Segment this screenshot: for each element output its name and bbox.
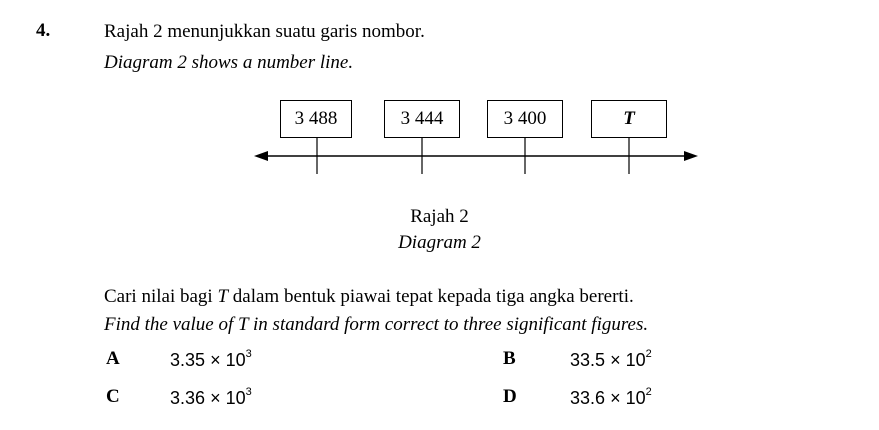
- option-b-base: 10: [625, 350, 646, 370]
- option-c-letter[interactable]: C: [106, 386, 120, 407]
- number-box-2: 3 444: [384, 100, 460, 138]
- option-c-base: 10: [225, 388, 246, 408]
- prompt-english-variable: T: [238, 314, 249, 335]
- times-symbol: ×: [610, 350, 621, 370]
- prompt-malay-prefix: Cari nilai bagi: [104, 286, 218, 307]
- option-d-mantissa: 33.6: [570, 388, 606, 408]
- number-box-3: 3 400: [487, 100, 563, 138]
- prompt-english-prefix: Find the value of: [104, 314, 239, 335]
- option-a-mantissa: 3.35: [170, 350, 206, 370]
- option-d-letter[interactable]: D: [503, 386, 517, 407]
- prompt-english-suffix: in standard form correct to three significant figures.: [248, 314, 649, 335]
- option-c-mantissa: 3.36: [170, 388, 206, 408]
- option-d-exponent: 2: [645, 386, 652, 398]
- option-b-exponent: 2: [645, 348, 652, 360]
- option-a-value[interactable]: [170, 350, 252, 371]
- prompt-malay-suffix: dalam bentuk piawai tepat kepada tiga angka bererti.: [228, 286, 634, 307]
- diagram-caption-english: Diagram 2: [398, 232, 481, 253]
- left-arrow-icon: [254, 151, 268, 161]
- option-a-letter[interactable]: A: [106, 348, 120, 369]
- option-a-exponent: 3: [245, 348, 252, 360]
- option-b-mantissa: 33.5: [570, 350, 606, 370]
- diagram-caption-malay: Rajah 2: [410, 206, 469, 227]
- question-text-malay: Rajah 2 menunjukkan suatu garis nombor.: [104, 21, 425, 42]
- option-d-base: 10: [625, 388, 646, 408]
- prompt-malay-variable: T: [217, 286, 229, 307]
- question-text-english: Diagram 2 shows a number line.: [104, 52, 354, 73]
- prompt-malay: [104, 286, 634, 308]
- option-c-value[interactable]: [170, 388, 252, 409]
- prompt-english: [104, 314, 648, 336]
- times-symbol: ×: [210, 388, 221, 408]
- option-c-exponent: 3: [245, 386, 252, 398]
- times-symbol: ×: [210, 350, 221, 370]
- number-box-unknown: T: [591, 100, 667, 138]
- option-b-letter[interactable]: B: [503, 348, 516, 369]
- option-d-value[interactable]: [570, 388, 652, 409]
- right-arrow-icon: [684, 151, 698, 161]
- option-a-base: 10: [225, 350, 246, 370]
- option-b-value[interactable]: [570, 350, 652, 371]
- question-number: 4.: [36, 20, 51, 41]
- number-box-1: 3 488: [280, 100, 352, 138]
- times-symbol: ×: [610, 388, 621, 408]
